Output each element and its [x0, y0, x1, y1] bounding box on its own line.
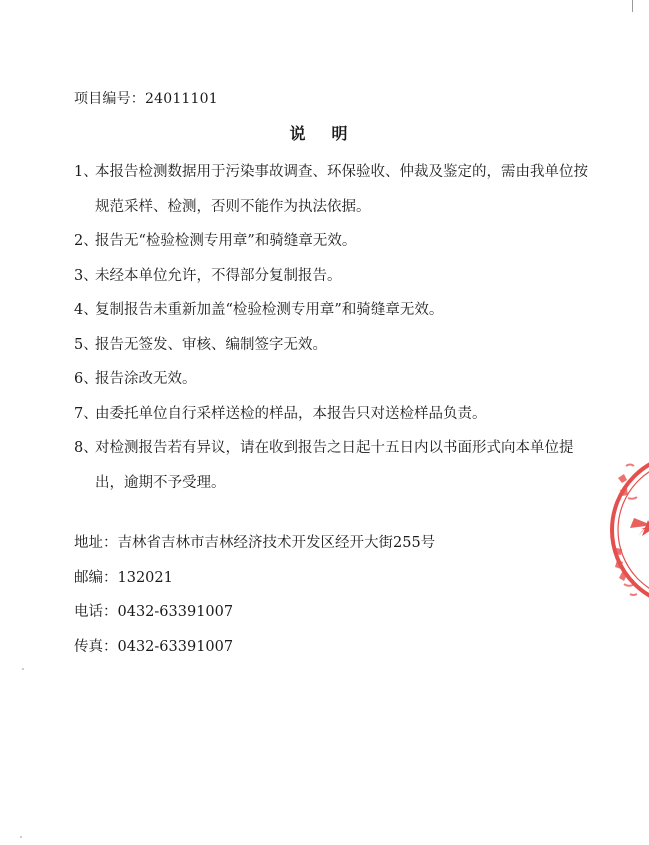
fax-row: [74, 630, 435, 665]
note-item: [74, 224, 594, 259]
note-number: 3、: [74, 267, 98, 284]
note-item: [74, 397, 594, 432]
note-item: [74, 293, 594, 328]
project-number-label: 项目编号：: [74, 91, 145, 107]
project-number-value: 24011101: [145, 91, 218, 107]
notes-list: [74, 155, 594, 500]
scan-speck: [22, 668, 24, 670]
phone-value: 0432-63391007: [117, 604, 234, 620]
postcode-row: [74, 561, 435, 596]
address-row: [74, 526, 435, 561]
note-text: 未经本单位允许，不得部分复制报告。: [95, 267, 342, 284]
note-item: [74, 362, 594, 397]
note-number: 5、: [74, 336, 98, 353]
note-text: 报告无“检验检测专用章”和骑缝章无效。: [95, 233, 357, 249]
postcode-value: 132021: [117, 569, 173, 586]
note-text: 报告无签发、审核、编制签字无效。: [95, 336, 327, 353]
scan-edge-mark: [632, 0, 633, 12]
note-text: 复制报告未重新加盖“检验检测专用章”和骑缝章无效。: [95, 302, 444, 318]
contact-block: [74, 526, 435, 664]
postcode-label: 邮编：: [74, 569, 118, 586]
scan-speck: [20, 836, 22, 838]
fax-label: 传真：: [74, 638, 118, 655]
note-item: [74, 431, 594, 500]
address-label: 地址：: [74, 535, 118, 551]
project-number-line: [74, 88, 218, 108]
note-item: [74, 328, 594, 363]
note-number: 4、: [74, 302, 98, 318]
note-number: 2、: [74, 233, 98, 249]
note-number: 6、: [74, 371, 98, 387]
note-item: [74, 259, 594, 294]
official-seal: [608, 448, 649, 608]
address-value: 吉林省吉林市吉林经济技术开发区经开大街255号: [117, 535, 436, 551]
note-text: 本报告检测数据用于污染事故调查、环保验收、仲裁及鉴定的，需由我单位按规范采样、检测，否则不能作为执法依据。: [95, 164, 588, 215]
fax-value: 0432-63391007: [117, 638, 234, 655]
page-title: 说明: [289, 124, 374, 143]
note-text: 报告涂改无效。: [95, 371, 197, 387]
phone-row: [74, 595, 435, 630]
note-number: 1、: [74, 164, 98, 180]
note-number: 8、: [74, 440, 98, 456]
note-text: 由委托单位自行采样送检的样品，本报告只对送检样品负责。: [95, 405, 487, 422]
phone-label: 电话：: [74, 604, 118, 620]
note-item: [74, 155, 594, 224]
note-text: 对检测报告若有异议，请在收到报告之日起十五日内以书面形式向本单位提出，逾期不予受理。: [95, 440, 574, 491]
note-number: 7、: [74, 405, 98, 422]
